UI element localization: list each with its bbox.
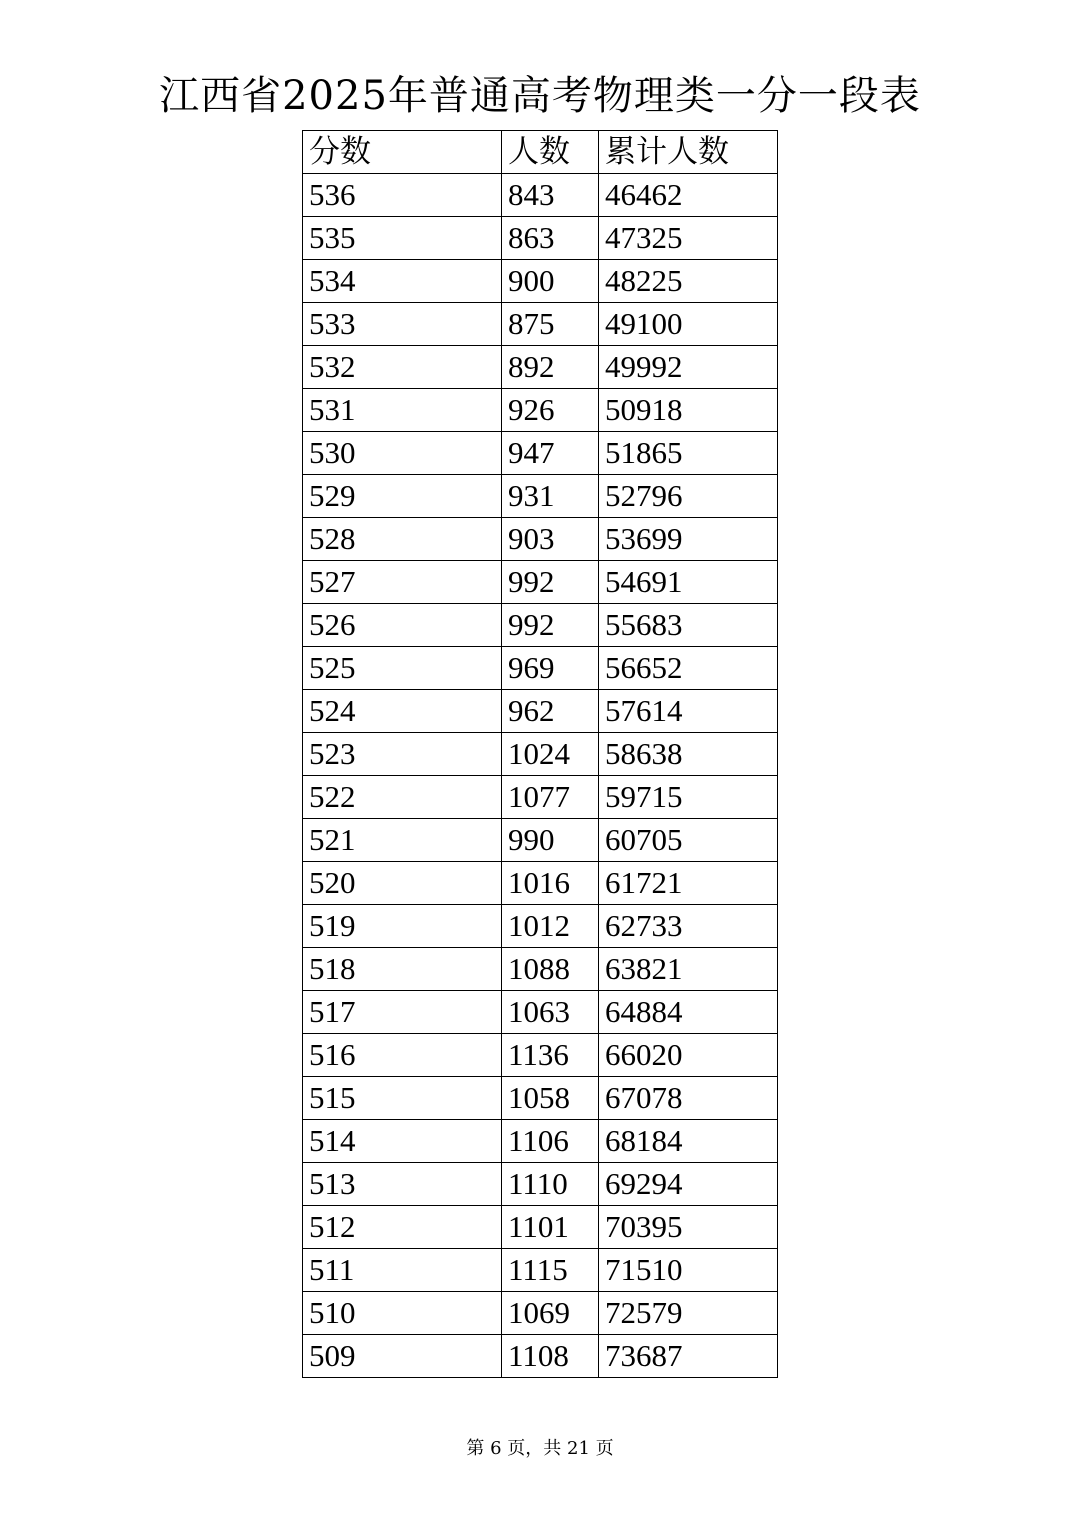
cell-score: 526 [303,604,502,647]
cell-cumulative: 59715 [599,776,778,819]
cell-cumulative: 55683 [599,604,778,647]
table-row [303,1335,778,1378]
cell-cumulative: 47325 [599,217,778,260]
cell-score: 527 [303,561,502,604]
cell-count: 962 [502,690,599,733]
cell-count: 1106 [502,1120,599,1163]
cell-cumulative: 60705 [599,819,778,862]
cell-score: 535 [303,217,502,260]
cell-cumulative: 53699 [599,518,778,561]
table-row [303,948,778,991]
cell-cumulative: 68184 [599,1120,778,1163]
cell-count: 990 [502,819,599,862]
table-row [303,647,778,690]
cell-score: 536 [303,174,502,217]
cell-cumulative: 49992 [599,346,778,389]
cell-cumulative: 73687 [599,1335,778,1378]
cell-count: 926 [502,389,599,432]
table-row [303,217,778,260]
cell-score: 524 [303,690,502,733]
cell-count: 1108 [502,1335,599,1378]
table-row [303,862,778,905]
cell-cumulative: 49100 [599,303,778,346]
table-row [303,174,778,217]
cell-count: 1110 [502,1163,599,1206]
cell-count: 875 [502,303,599,346]
table-row [303,905,778,948]
cell-score: 518 [303,948,502,991]
cell-count: 1101 [502,1206,599,1249]
cell-count: 969 [502,647,599,690]
table-body [303,174,778,1378]
cell-count: 1069 [502,1292,599,1335]
cell-cumulative: 66020 [599,1034,778,1077]
cell-count: 1136 [502,1034,599,1077]
table-row [303,991,778,1034]
cell-cumulative: 63821 [599,948,778,991]
cell-count: 1024 [502,733,599,776]
cell-count: 1058 [502,1077,599,1120]
cell-score: 513 [303,1163,502,1206]
table-row [303,733,778,776]
cell-cumulative: 64884 [599,991,778,1034]
cell-score: 510 [303,1292,502,1335]
table-row [303,432,778,475]
cell-cumulative: 72579 [599,1292,778,1335]
cell-cumulative: 61721 [599,862,778,905]
cell-count: 947 [502,432,599,475]
cell-cumulative: 67078 [599,1077,778,1120]
table-row [303,518,778,561]
table-row [303,1206,778,1249]
score-distribution-table [302,130,778,1378]
cell-score: 534 [303,260,502,303]
table-row [303,1120,778,1163]
cell-count: 843 [502,174,599,217]
column-header-score: 分数 [303,131,502,174]
table-row [303,1292,778,1335]
cell-cumulative: 56652 [599,647,778,690]
table-row [303,346,778,389]
cell-score: 514 [303,1120,502,1163]
table-row [303,776,778,819]
cell-score: 530 [303,432,502,475]
cell-cumulative: 52796 [599,475,778,518]
cell-cumulative: 51865 [599,432,778,475]
cell-count: 1016 [502,862,599,905]
cell-count: 863 [502,217,599,260]
table-row [303,690,778,733]
cell-count: 903 [502,518,599,561]
table-row [303,1034,778,1077]
table-row [303,1163,778,1206]
cell-cumulative: 46462 [599,174,778,217]
cell-cumulative: 58638 [599,733,778,776]
cell-score: 516 [303,1034,502,1077]
cell-count: 892 [502,346,599,389]
table-row [303,1249,778,1292]
cell-count: 931 [502,475,599,518]
cell-count: 900 [502,260,599,303]
cell-score: 511 [303,1249,502,1292]
cell-cumulative: 71510 [599,1249,778,1292]
cell-score: 525 [303,647,502,690]
cell-cumulative: 50918 [599,389,778,432]
cell-score: 523 [303,733,502,776]
cell-count: 1012 [502,905,599,948]
cell-cumulative: 62733 [599,905,778,948]
table-row [303,475,778,518]
cell-score: 517 [303,991,502,1034]
table-row [303,389,778,432]
page-number-footer: 第 6 页，共 21 页 [466,1438,614,1459]
cell-score: 521 [303,819,502,862]
cell-count: 1088 [502,948,599,991]
cell-score: 520 [303,862,502,905]
cell-score: 528 [303,518,502,561]
table-row [303,260,778,303]
table-header-row [303,131,778,174]
page-title: 江西省2025年普通高考物理类一分一段表 [159,73,921,119]
column-header-count: 人数 [502,131,599,174]
cell-count: 992 [502,604,599,647]
table-row [303,561,778,604]
cell-score: 531 [303,389,502,432]
cell-score: 515 [303,1077,502,1120]
table-row [303,604,778,647]
cell-cumulative: 48225 [599,260,778,303]
cell-count: 1077 [502,776,599,819]
cell-score: 519 [303,905,502,948]
cell-cumulative: 57614 [599,690,778,733]
cell-score: 533 [303,303,502,346]
cell-score: 529 [303,475,502,518]
cell-count: 992 [502,561,599,604]
cell-score: 532 [303,346,502,389]
cell-count: 1063 [502,991,599,1034]
cell-score: 509 [303,1335,502,1378]
cell-score: 512 [303,1206,502,1249]
cell-cumulative: 69294 [599,1163,778,1206]
cell-count: 1115 [502,1249,599,1292]
cell-cumulative: 54691 [599,561,778,604]
cell-score: 522 [303,776,502,819]
table-row [303,819,778,862]
cell-cumulative: 70395 [599,1206,778,1249]
column-header-cumulative: 累计人数 [599,131,778,174]
table-row [303,303,778,346]
table-row [303,1077,778,1120]
